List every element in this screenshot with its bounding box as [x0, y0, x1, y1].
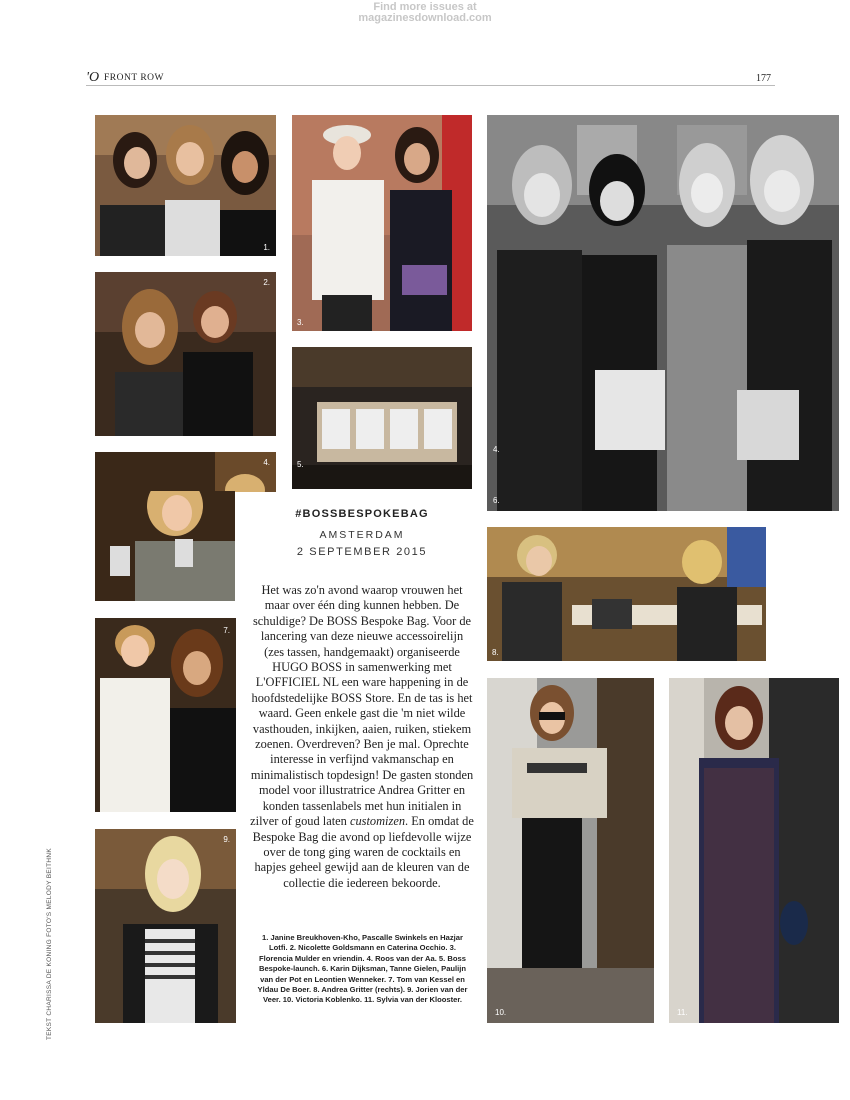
photo-11: [669, 678, 839, 1023]
photo-5-label: 5.: [297, 460, 304, 469]
photo-5: [292, 347, 472, 489]
article-date: 2 SEPTEMBER 2015: [296, 546, 428, 558]
photo-2-image: [95, 272, 276, 436]
header-rule: [86, 85, 775, 86]
photo-1-image: [95, 115, 276, 256]
photo-10-label: 10.: [495, 1008, 507, 1017]
photo-1-label: 1.: [263, 243, 270, 252]
photo-8: [487, 527, 766, 661]
photo-11-image: [669, 678, 839, 1023]
photo-11-label: 11.: [677, 1008, 688, 1017]
article-body-end: . En omdat de Bespoke Bag die avond op liefdevolle wijze over de tong ging waren de cocktails en hapjes geheel gewijd aan de kleuren van de collectie die iedereen bekoorde.: [252, 814, 474, 890]
photo-8-image: [487, 527, 766, 661]
page-number: 177: [756, 73, 771, 84]
photo-10: [487, 678, 654, 1023]
photo-4-top: [95, 452, 276, 492]
magazine-logo: 'O: [86, 70, 100, 85]
photo-1: [95, 115, 276, 256]
photo-5-image: [292, 347, 472, 489]
article-body-italic: customizen: [349, 814, 406, 829]
photo-4-bottom-image: [95, 491, 235, 601]
photo-4-bottom: [95, 491, 235, 601]
article-city: AMSTERDAM: [319, 529, 405, 541]
photo-6-image: [487, 115, 839, 511]
watermark: [0, 2, 850, 24]
photo-3: [292, 115, 472, 331]
photo-9: [95, 829, 236, 1023]
photo-9-label: 9.: [223, 835, 230, 844]
article-hashtag: #BOSSBESPOKEBAG: [295, 508, 429, 520]
photo-7-label: 7.: [223, 626, 230, 635]
photo-3-label: 3.: [297, 318, 304, 327]
photo-10-image: [487, 678, 654, 1023]
photo-4-ref-label: 4.: [493, 445, 500, 454]
article-body: [250, 583, 474, 891]
photo-8-label: 8.: [492, 648, 499, 657]
photo-credit: TEKST CHARISSA DE KONING FOTO'S MELODY BEITHNK: [46, 847, 53, 1040]
photo-4-top-image: [95, 452, 276, 492]
watermark-line1: Find more issues at: [373, 1, 477, 13]
photo-6-label: 6.: [493, 496, 500, 505]
photo-4-label: 4.: [263, 458, 270, 467]
section-title: FRONT ROW: [104, 73, 165, 83]
photo-9-image: [95, 829, 236, 1023]
photo-2: [95, 272, 276, 436]
photo-2-label: 2.: [263, 278, 270, 287]
photo-3-image: [292, 115, 472, 331]
photo-7-image: [95, 618, 236, 812]
photo-7: [95, 618, 236, 812]
article-body-main: Het was zo'n avond waarop vrouwen het maar over één ding kunnen hebben. De schuldige? De BOSS Bespoke Bag. Voor de lancering van deze nieuwe accessoirelijn (zes tassen, handgemaakt) organiseerde HUGO BOSS in samenwerking met L'OFFICIEL NL een ware happening in de hoofdstedelijke BOSS Store. En de tas is het waard. Geen enkele gast die 'm niet wilde vasthouden, inkijken, aaien, ruiken, stiekem zoenen. Overdreven? Ben je mal. Oprechte interesse in verfijnd vakmanschap en minimalistisch topdesign! De gasten stonden model voor illustratrice Andrea Gritter en konden tassenlabels met hun initialen in zilver of goud laten: [250, 583, 474, 829]
photo-6: [487, 115, 839, 511]
photo-captions: 1. Janine Breukhoven-Kho, Pascalle Swinkels en Hazjar Lotfi. 2. Nicolette Goldsmann en Caterina Occhio. 3. Florencia Mulder en vriendin. 4. Roos van der Aa. 5. Boss Bespoke-launch. 6. Karin Dijksman, Tanne Gielen, Paulijn van der Pot en Leontien Wenneker. 7. Tom van Kessel en Yldau De Boer. 8. Andrea Gritter (rechts). 9. Jorien van der Veer. 10. Victoria Koblenko. 11. Sylvia van der Klooster.: [257, 933, 468, 1005]
watermark-line2: magazinesdownload.com: [358, 12, 492, 24]
